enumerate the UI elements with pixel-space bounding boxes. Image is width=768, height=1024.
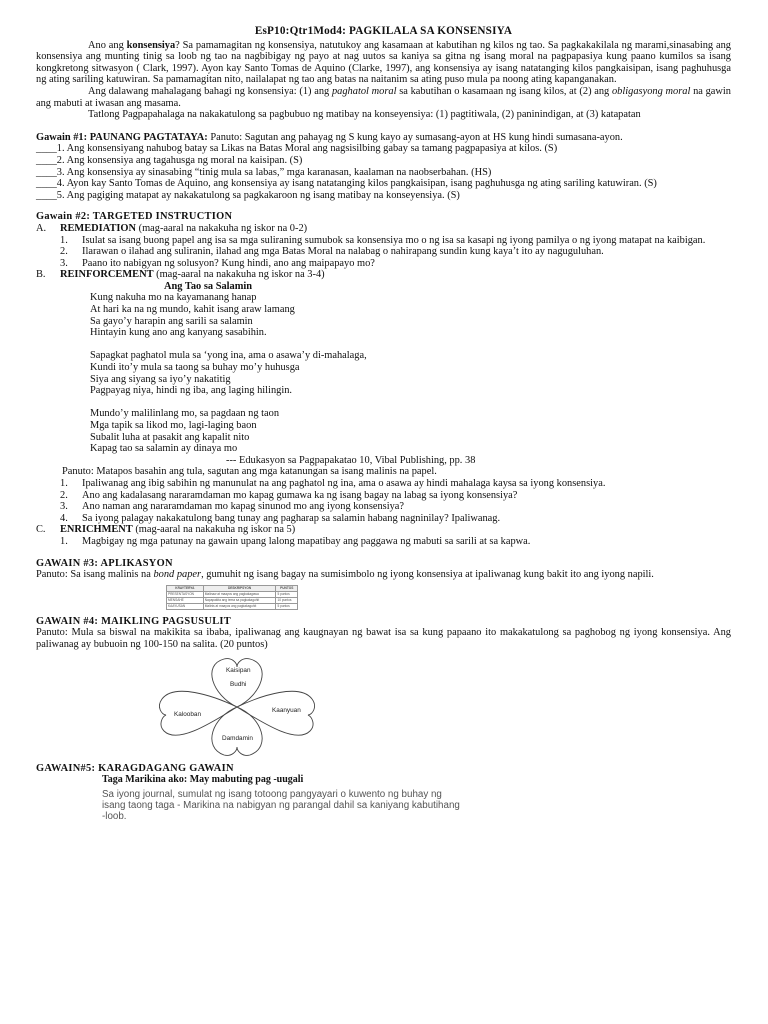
item-text: Ano ang kadalasang nararamdaman mo kapag gumawa ka ng isang bagay na labag sa iyong konsensiya?: [82, 489, 518, 501]
leaf-bottom: [212, 707, 262, 755]
gawain1-item: [36, 155, 731, 167]
rubric-table: [166, 585, 298, 610]
gawain2-section: [36, 211, 731, 547]
remediation-label: REMEDIATION: [60, 222, 137, 234]
label-budhi: Budhi: [230, 680, 247, 688]
gawain1-instruction: Panuto: Sagutan ang pahayag ng S kung kayo ay sumasang-ayon at HS kung hindi sumasana-ayon.: [207, 131, 623, 143]
gawain1-item: [36, 190, 731, 202]
gawain1-item-text: 1. Ang konsensiyang nahubog batay sa Likas na Batas Moral ang nagsisilbing gabay sa tamang pagpapasiya at kilos. (S): [56, 143, 558, 155]
poem-line: Sa gayo’y harapin ang sarili sa salamin: [90, 315, 253, 327]
rubric-body: [167, 591, 298, 609]
gawain1-item-text: 5. Ang pagiging matapat ay nakakatulong sa pagkakaroon ng isang matibay na konseyensiya. (S): [56, 189, 460, 201]
intro-paragraph-2: [36, 86, 731, 109]
rubric-cell: KAAYUSAN: [167, 603, 204, 609]
rubric-header-cell: KRAYTERYA: [167, 585, 204, 591]
list-item: [36, 513, 731, 525]
stanza-gap: [90, 339, 731, 351]
intro-p2-a: Ang dalawang mahalagang bahagi ng konsensiya: (1) ang: [88, 85, 332, 97]
gawain1-section: [36, 132, 731, 202]
remediation-note: (mag-aaral na nakakuha ng iskor na 0-2): [136, 222, 308, 234]
poem-line: Kundi ito’y mula sa taong sa buhay mo’y huhusga: [90, 362, 300, 374]
gawain3-heading: GAWAIN #3: APLIKASYON: [36, 557, 173, 569]
gawain5-text: Sa iyong journal, sumulat ng isang totoong pangyayari o kuwento ng buhay ng isang taong taga - Marikina na nabigyan ng parangal dahil sa kaniyang kabutihang -loob.: [102, 788, 460, 822]
item-text: Ano naman ang nararamdaman mo kapag sinunod mo ang iyong konsensiya?: [82, 501, 405, 513]
list-item: [36, 536, 731, 548]
enrichment-note: (mag-aaral na nakakuha ng iskor na 5): [132, 524, 296, 536]
rubric-cell: Malinis at maayos ang pagkakaguhit: [203, 603, 276, 609]
remediation-items: [36, 235, 731, 270]
intro-text: ? Sa pamamagitan ng konsensiya, natutukoy ang kasamaan at kabutihan ng kilos ng tao. Sa pagkakakilala ng marami,sinasabing ang konsensiya ang munting tinig sa loob ng tao na nagbibigay ng payo at nag uutos sa kaniya sa gitna ng isang moral na pagpapasiya kung paano kumilos sa isang kongkretong sitwasyon ( Clark, 1997). Ayon kay Santo Tomas de Aquino (Clarke, 1997), ang konsensiya ay isang natatanging kilos pangkaisipan, isang paghuhusga ng ating sariling katuwiran. Sa pamamagitan nito, nailalapat ng tao ang batas na naitanim sa ating puso mula pa noong ating kapanganakan.: [36, 39, 732, 86]
rubric-cell: 10 puntos: [276, 597, 298, 603]
keyword-konsensiya: konsensiya: [126, 39, 176, 51]
poem-line: Kung nakuha mo na kayamanang hanap: [90, 292, 257, 304]
rubric-header-cell: DESKRIPSYON: [203, 585, 276, 591]
intro-p2-b: sa kabutihan o kasamaan ng isang kilos, at (2) ang: [396, 85, 612, 97]
enrichment-row: [36, 524, 731, 536]
item-text: Paano ito nabigyan ng solusyon? Kung hindi, ano ang maipapayo mo?: [82, 257, 375, 269]
item-number: 1.: [60, 234, 68, 246]
gawain3-panuto-b: , gumuhit ng isang bagay na sumisimbolo ng iyong konsensiya at ipaliwanag kung bakit ito ang iyong napili.: [201, 569, 654, 581]
poem-title: Ang Tao sa Salamin: [164, 280, 253, 292]
term-obligasyong-moral: obligasyong moral: [611, 85, 691, 97]
letter-b: B.: [36, 269, 46, 281]
term-paghatol-moral: paghatol moral: [331, 85, 397, 97]
reinforcement-row: [36, 269, 731, 281]
item-number: 3.: [60, 501, 68, 513]
poem-line: Hintayin kung ano ang kanyang sasabihin.: [90, 327, 267, 339]
item-text: Magbigay ng mga patunay na gawain upang lalong mapatibay ang paggawa ng mabuti sa sarili at sa kapwa.: [82, 535, 531, 547]
gawain3-section: [36, 558, 731, 610]
list-item: [36, 490, 731, 502]
item-number: 3.: [60, 257, 68, 269]
poem: [36, 292, 731, 454]
gawain5-subtitle: Taga Marikina ako: May mabuting pag -uugali: [102, 774, 304, 786]
gawain5-section: [36, 763, 731, 822]
gawain4-heading: GAWAIN #4: MAIKLING PAGSUSULIT: [36, 615, 231, 627]
gawain1-item-text: 3. Ang konsensiya ay sinasabing “tinig mula sa labas,” mga karanasan, kaalaman na naobserbahan. (HS): [56, 166, 492, 178]
label-kaisipan: Kaisipan: [226, 666, 251, 674]
intro-paragraph-3: Tatlong Pagpapahalaga na nakakatulong sa pagbubuo ng matibay na konseyensiya: (1) pagtitiwala, (2) paninindigan, at (3) katapatan: [88, 109, 641, 121]
item-number: 1.: [60, 477, 68, 489]
poem-source: --- Edukasyon sa Pagpapakatao 10, Vibal Publishing, pp. 38: [226, 454, 476, 466]
gawain2-heading: Gawain #2: TARGETED INSTRUCTION: [36, 211, 233, 223]
gawain1-item-text: 4. Ayon kay Santo Tomas de Aquino, ang konsensiya ay isang natatanging kilos pangkaisipan, isang paghuhusga ng ating sariling katuwiran. (S): [56, 178, 657, 190]
poem-line: Sapagkat paghatol mula sa ‘yong ina, ama o asawa’y di-mahalaga,: [90, 350, 367, 362]
answer-blank: ____: [36, 154, 57, 166]
gawain1-item: [36, 167, 731, 179]
poem-line: Mundo’y malilinlang mo, sa pagdaan ng taon: [90, 408, 280, 420]
gawain3-panuto: [36, 569, 731, 581]
poem-line: Kapag tao sa salamin ay dinaya mo: [90, 443, 238, 455]
rubric-cell: MENSAHE: [167, 597, 204, 603]
label-damdamin: Damdamin: [222, 734, 253, 742]
answer-blank: ____: [36, 178, 57, 190]
item-number: 4.: [60, 512, 68, 524]
rubric-cell: 5 puntos: [276, 591, 298, 597]
gawain1-heading: Gawain #1: PAUNANG PAGTATAYA:: [36, 131, 208, 143]
stanza-gap: [90, 397, 731, 409]
gawain4-panuto: Panuto: Mula sa biswal na makikita sa ibaba, ipaliwanag ang kaugnayan ng bawat isa sa kung papaano ito makakatulong sa paghobog ng iyong konsensiya. Ang paliwanag ay bubuoin ng 100-150 na salita. (20 puntos): [36, 627, 731, 650]
poem-line: Pagpayag niya, hindi ng iba, ang laging hilingin.: [90, 385, 293, 397]
item-text: Ipaliwanag ang ibig sabihin ng manunulat na ang paghatol ng ina, ama o asawa ay hindi mahalaga kaysa sa iyong konsensiya.: [82, 477, 606, 489]
remediation-row: [36, 223, 731, 235]
rubric-cell: Malinaw at maayos ang pagkakagawa: [203, 591, 276, 597]
answer-blank: ____: [36, 166, 57, 178]
reinforcement-items: [36, 478, 731, 524]
label-kalooban: Kalooban: [174, 710, 202, 718]
item-number: 2.: [60, 489, 68, 501]
item-text: Sa iyong palagay nakakatulong bang tunay ang pagharap sa salamin habang nagninilay? Ipaliwanag.: [82, 512, 501, 524]
gawain5-heading: GAWAIN#5: KARAGDAGANG GAWAIN: [36, 762, 234, 774]
gawain1-items: [36, 143, 731, 201]
intro-paragraph-1: [36, 40, 731, 86]
item-text: Isulat sa isang buong papel ang isa sa mga suliraning sumubok sa konsensiya mo o ng isa sa kasapi ng iyong pamilya o ng iyong matapat na kaibigan.: [82, 234, 706, 246]
poem-line: At hari ka na ng mundo, kahit isang araw lamang: [90, 304, 295, 316]
list-item: [36, 258, 731, 270]
item-number: 1.: [60, 535, 68, 547]
gawain1-heading-line: [36, 132, 731, 144]
page-title: EsP10:Qtr1Mod4: PAGKILALA SA KONSENSIYA: [254, 25, 513, 37]
poem-line: Mga tapik sa likod mo, lagi-laging baon: [90, 420, 257, 431]
gawain1-item-text: 2. Ang konsensiya ang tagahusga ng moral na kaisipan. (S): [56, 154, 303, 166]
reinforcement-label: REINFORCEMENT: [60, 269, 154, 281]
intro-lead: Ano ang: [88, 39, 127, 51]
item-text: Ilarawan o ilahad ang suliranin, ilahad ang mga Batas Moral na nalabag o nahirapang sundin kung kaya’t ito ay naguguluhan.: [82, 246, 604, 258]
gawain1-item: [36, 143, 731, 155]
clover-diagram: [152, 655, 322, 759]
rubric-row: [167, 603, 298, 609]
rubric-cell: Napapakita ang tema sa pagkakaguhit: [203, 597, 276, 603]
worksheet-page: [36, 26, 731, 822]
gawain3-panuto-a: Panuto: Sa isang malinis na: [36, 569, 154, 581]
rubric-cell: PRESENTASYON: [167, 591, 204, 597]
list-item: [36, 246, 731, 258]
enrichment-label: ENRICHMENT: [60, 524, 133, 536]
gawain1-item: [36, 178, 731, 190]
poem-line: Siya ang siyang sa iyo’y nakatitig: [90, 373, 231, 385]
enrichment-items: [36, 536, 731, 548]
answer-blank: ____: [36, 189, 57, 201]
label-kaanyuan: Kaanyuan: [272, 706, 301, 714]
list-item: [36, 235, 731, 247]
answer-blank: ____: [36, 143, 57, 155]
term-bond-paper: bond paper: [153, 569, 202, 581]
letter-c: C.: [36, 524, 46, 536]
rubric-header-cell: PUNTOS: [276, 585, 298, 591]
gawain4-section: [36, 616, 731, 759]
poem-line: Subalit luha at pasakit ang kapalit nito: [90, 431, 250, 443]
item-number: 2.: [60, 246, 68, 258]
list-item: [36, 501, 731, 513]
reinforcement-note: (mag-aaral na nakakuha ng iskor na 3-4): [153, 269, 325, 281]
reinforcement-panuto: Panuto: Matapos basahin ang tula, sagutan ang mga katanungan sa isang malinis na papel.: [62, 466, 437, 478]
list-item: [36, 478, 731, 490]
intro-p2-c: na gawin ang mabuti at iwasan ang masama.: [36, 85, 731, 109]
letter-a: A.: [36, 222, 47, 234]
rubric-cell: 5 puntos: [276, 603, 298, 609]
